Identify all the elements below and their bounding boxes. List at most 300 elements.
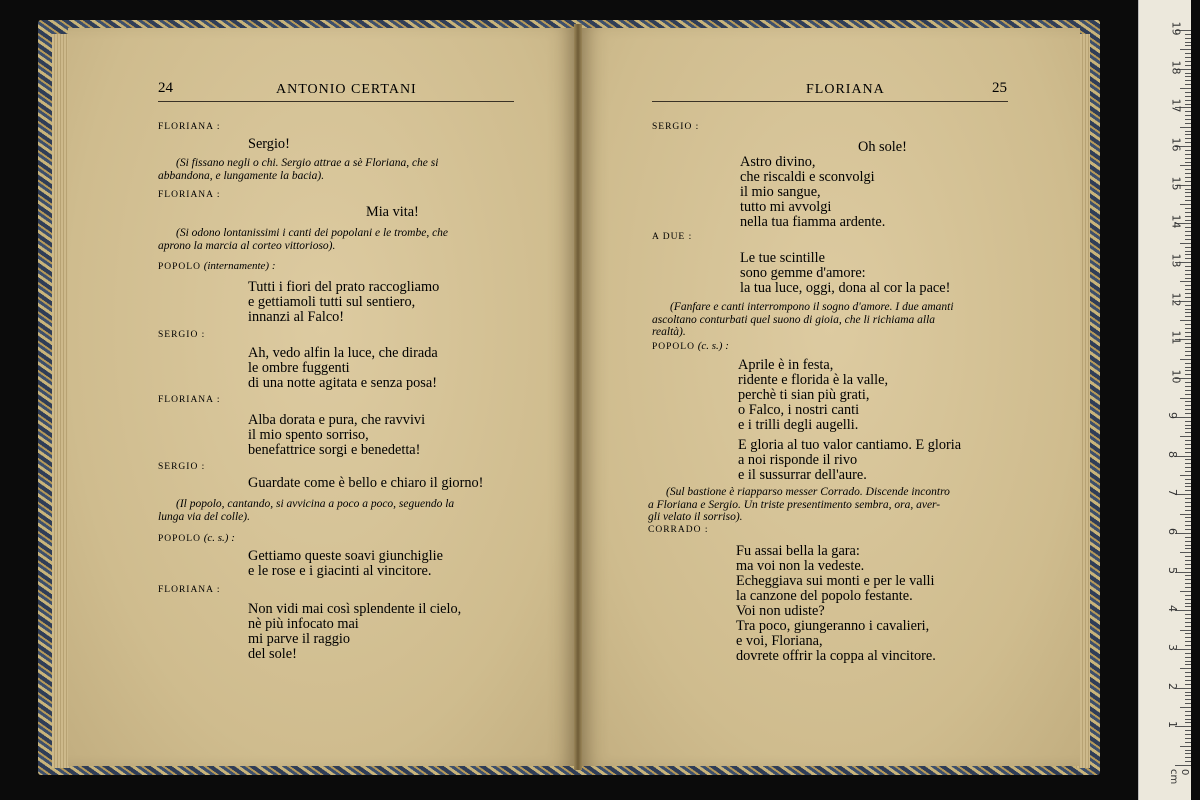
ruler-tick [1185, 695, 1191, 696]
verse-line: e voi, Floriana, [736, 633, 823, 649]
ruler-number: 11 [1169, 330, 1183, 345]
ruler-tick [1185, 258, 1191, 259]
ruler-number: 12 [1169, 292, 1183, 307]
ruler-tick [1185, 463, 1191, 464]
ruler-tick [1185, 428, 1191, 429]
verse-line: Astro divino, [740, 154, 816, 170]
ruler-tick [1185, 227, 1191, 228]
ruler-number: 15 [1169, 176, 1183, 191]
ruler-tick [1185, 285, 1191, 286]
ruler-tick [1185, 111, 1191, 112]
ruler-tick [1185, 692, 1191, 693]
ruler-tick [1185, 753, 1191, 754]
verse-line: a noi risponde il rivo [738, 452, 858, 468]
speaker-label [648, 525, 708, 535]
ruler-tick [1185, 730, 1191, 731]
ruler-tick [1185, 583, 1191, 584]
ruler-tick [1185, 541, 1191, 542]
ruler-tick [1185, 278, 1191, 279]
verse-line: le ombre fuggenti [248, 360, 350, 376]
verse-line: Non vidi mai così splendente il cielo, [248, 601, 462, 617]
ruler-tick [1185, 177, 1191, 178]
speaker-name: FLORIANA : [158, 122, 221, 132]
ruler-tick [1185, 568, 1191, 569]
ruler-tick [1185, 413, 1191, 414]
ruler-tick [1180, 88, 1191, 89]
speaker-name: CORRADO : [648, 525, 709, 535]
ruler-tick [1185, 479, 1191, 480]
ruler-tick [1185, 664, 1191, 665]
ruler-number: 4 [1166, 605, 1179, 613]
verse-line: dovrete offrir la coppa al vincitore. [736, 648, 936, 664]
ruler-tick [1185, 235, 1191, 236]
ruler-tick [1185, 200, 1191, 201]
ruler-tick [1185, 324, 1191, 325]
ruler-tick [1180, 127, 1191, 128]
book-gutter [574, 24, 582, 770]
verse-lines [738, 438, 961, 483]
ruler-tick [1185, 626, 1191, 627]
verse-line: che riscaldi e sconvolgi [740, 169, 875, 185]
verse-line: Aprile è in festa, [738, 357, 834, 373]
ruler-tick [1185, 239, 1191, 240]
stage-direction [158, 157, 514, 182]
direction-line: ascoltano conturbati quel suono di gioia, che li richiama alla [652, 313, 936, 326]
ruler-tick [1185, 595, 1191, 596]
verse-line: la tua luce, oggi, dona al cor la pace! [740, 280, 951, 296]
verse-line: sono gemme d'amore: [740, 265, 866, 281]
ruler-tick [1185, 293, 1191, 294]
speaker-label [158, 122, 221, 132]
ruler-tick [1185, 309, 1191, 310]
speaker-name: SERGIO : [652, 122, 700, 132]
ruler-tick [1185, 703, 1191, 704]
speaker-name: POPOLO [158, 262, 201, 272]
ruler-tick [1185, 761, 1191, 762]
ruler-tick [1185, 742, 1191, 743]
ruler-tick [1185, 328, 1191, 329]
ruler-tick [1185, 409, 1191, 410]
left-page-number: 24 [158, 80, 173, 96]
speaker-label [158, 585, 221, 595]
verse-line: del sole! [248, 646, 297, 662]
ruler-tick [1185, 734, 1191, 735]
ruler-tick [1180, 398, 1191, 399]
ruler-tick [1185, 537, 1191, 538]
stage-direction [158, 227, 514, 252]
direction-line: a Floriana e Sergio. Un triste presentimento sembra, ora, aver- [648, 498, 941, 511]
ruler-number: 7 [1166, 489, 1179, 497]
ruler-tick [1185, 355, 1191, 356]
ruler-tick [1185, 266, 1191, 267]
ruler-tick [1185, 633, 1191, 634]
ruler-tick [1185, 382, 1191, 383]
ruler-tick [1185, 722, 1191, 723]
direction-line: (Si fissano negli o chi. Sergio attrae a sè Floriana, che si [176, 157, 439, 169]
ruler-number: 8 [1166, 450, 1179, 458]
ruler-tick [1185, 564, 1191, 565]
ruler-number: 1 [1166, 721, 1179, 729]
direction-line: abbandona, e lungamente la bacia). [158, 169, 325, 182]
ruler-tick [1185, 618, 1191, 619]
ruler-tick [1185, 231, 1191, 232]
ruler-tick [1185, 467, 1191, 468]
verse-line: E gloria al tuo valor cantiamo. E gloria [738, 437, 962, 453]
ruler-tick [1180, 475, 1191, 476]
verse-line: Ah, vedo alfin la luce, che dirada [248, 345, 438, 361]
ruler-tick [1185, 645, 1191, 646]
ruler-tick [1185, 220, 1191, 221]
ruler-tick [1185, 96, 1191, 97]
ruler-tick [1185, 471, 1191, 472]
verse-line: di una notte agitata e senza posa! [248, 375, 437, 391]
ruler-tick [1180, 514, 1191, 515]
speaker-direction: (c. s.) : [200, 532, 235, 544]
ruler-tick [1185, 432, 1191, 433]
ruler-tick [1185, 738, 1191, 739]
ruler-tick [1185, 684, 1191, 685]
ruler-number: 13 [1169, 253, 1183, 268]
ruler-tick [1185, 521, 1191, 522]
direction-line: aprono la marcia al corteo vittorioso). [158, 239, 336, 252]
ruler-tick [1185, 587, 1191, 588]
ruler-tick [1185, 657, 1191, 658]
verse-line: e i trilli degli augelli. [738, 417, 859, 433]
speaker-direction: (internamente) : [200, 260, 276, 272]
ruler-tick [1185, 181, 1191, 182]
ruler-tick [1185, 510, 1191, 511]
speaker-direction: (c. s.) : [694, 340, 729, 352]
speaker-label [158, 462, 205, 472]
ruler-tick [1185, 490, 1191, 491]
ruler-tick [1185, 440, 1191, 441]
ruler-tick [1185, 53, 1191, 54]
verse-lines [248, 476, 483, 491]
ruler-tick [1185, 517, 1191, 518]
ruler-tick [1180, 320, 1191, 321]
right-header-rule [652, 101, 1008, 102]
ruler-tick [1185, 560, 1191, 561]
ruler-tick [1185, 100, 1191, 101]
ruler-tick [1185, 525, 1191, 526]
verse-line: e gettiamoli tutti sul sentiero, [248, 294, 416, 310]
verse-line: nè più infocato mai [248, 616, 359, 632]
verse-line: Alba dorata e pura, che ravvivi [248, 412, 426, 428]
direction-line: (Fanfare e canti interrompono il sogno d'amore. I due amanti [670, 301, 954, 313]
ruler-tick [1185, 115, 1191, 116]
speaker-label [652, 122, 699, 132]
ruler-tick [1185, 316, 1191, 317]
ruler-tick [1185, 641, 1191, 642]
direction-line: (Il popolo, cantando, si avvicina a poco a poco, seguendo la [176, 498, 455, 510]
ruler-tick [1185, 390, 1191, 391]
ruler-tick [1185, 603, 1191, 604]
verse-lines [248, 602, 461, 662]
ruler-tick [1185, 123, 1191, 124]
ruler-tick [1185, 506, 1191, 507]
direction-line: lunga via del colle). [158, 510, 250, 523]
verse-line: Le tue scintille [740, 250, 825, 266]
verse-lines [740, 251, 950, 296]
ruler-tick [1180, 49, 1191, 50]
right-running-head: FLORIANA [806, 82, 885, 97]
ruler-tick [1185, 57, 1191, 58]
ruler-tick [1180, 359, 1191, 360]
ruler-tick [1185, 251, 1191, 252]
ruler-number: 10 [1169, 369, 1183, 384]
ruler-tick [1185, 150, 1191, 151]
ruler-tick [1185, 169, 1191, 170]
speaker-name: POPOLO [652, 342, 695, 352]
ruler-tick [1185, 711, 1191, 712]
verse-lines [740, 155, 885, 230]
ruler-number: 17 [1169, 98, 1183, 113]
verse-lines [248, 549, 443, 579]
speaker-name: SERGIO : [158, 462, 206, 472]
ruler-tick [1185, 614, 1191, 615]
ruler-tick [1180, 165, 1191, 166]
ruler-tick [1185, 405, 1191, 406]
verse-line: e le rose e i giacinti al vincitore. [248, 563, 432, 579]
verse-line: perchè ti sian più grati, [738, 387, 870, 403]
ruler-tick [1185, 347, 1191, 348]
ruler-number: 6 [1166, 527, 1179, 535]
ruler-tick [1185, 556, 1191, 557]
ruler-tick [1185, 599, 1191, 600]
speaker-name: FLORIANA : [158, 585, 221, 595]
verse-line: Tra poco, giungeranno i cavalieri, [736, 618, 930, 634]
ruler-tick [1185, 502, 1191, 503]
verse-line: mi parve il raggio [248, 631, 351, 647]
verse-line: tutto mi avvolgi [740, 199, 832, 215]
stage-direction [652, 301, 1004, 339]
speaker-name: POPOLO [158, 534, 201, 544]
ruler-number: 16 [1169, 137, 1183, 152]
ruler-tick [1185, 134, 1191, 135]
verse-lines [738, 358, 888, 433]
ruler-tick [1185, 719, 1191, 720]
ruler-tick [1185, 676, 1191, 677]
ruler-tick [1185, 65, 1191, 66]
ruler-tick [1180, 668, 1191, 669]
ruler-tick [1185, 545, 1191, 546]
verse-line: innanzi al Falco! [248, 309, 345, 325]
ruler-tick [1185, 336, 1191, 337]
ruler-tick [1185, 452, 1191, 453]
direction-line: (Sul bastione è riapparso messer Corrado. Discende incontro [666, 486, 950, 498]
ruler-tick [1180, 243, 1191, 244]
ruler-tick [1185, 680, 1191, 681]
verse-line: Gettiamo queste soavi giunchiglie [248, 548, 443, 564]
ruler-tick [1185, 297, 1191, 298]
ruler-tick [1185, 208, 1191, 209]
ruler-tick [1185, 363, 1191, 364]
ruler-tick [1185, 622, 1191, 623]
verse-line: il mio sangue, [740, 184, 821, 200]
left-running-head: ANTONIO CERTANI [276, 82, 417, 97]
verse-lines [366, 205, 419, 220]
right-page-number: 25 [992, 80, 1007, 96]
ruler-tick [1185, 274, 1191, 275]
ruler-tick [1185, 750, 1191, 751]
ruler-tick [1185, 84, 1191, 85]
ruler-tick [1180, 707, 1191, 708]
verse-line: nella tua fiamma ardente. [740, 214, 886, 230]
ruler-tick [1185, 498, 1191, 499]
verse-lines [248, 413, 425, 458]
ruler-tick [1185, 312, 1191, 313]
ruler-tick [1185, 637, 1191, 638]
verse-lines [858, 140, 907, 155]
speaker-label [158, 330, 205, 340]
speaker-label [158, 395, 221, 405]
ruler-tick [1180, 281, 1191, 282]
verse-line: Guardate come è bello e chiaro il giorno! [248, 475, 484, 491]
ruler-tick [1185, 189, 1191, 190]
verse-line: Oh sole! [858, 139, 907, 155]
left-header-rule [158, 101, 514, 102]
ruler-tick [1185, 212, 1191, 213]
speaker-name: SERGIO : [158, 330, 206, 340]
ruler-number: 14 [1169, 214, 1183, 229]
ruler-tick [1185, 548, 1191, 549]
ruler-tick [1185, 386, 1191, 387]
verse-lines [248, 280, 439, 325]
ruler-tick [1185, 343, 1191, 344]
ruler-tick [1185, 173, 1191, 174]
stage-direction [648, 486, 1004, 524]
direction-line: gli velato il sorriso). [648, 511, 743, 523]
verse-line: o Falco, i nostri canti [738, 402, 860, 418]
speaker-label [652, 232, 692, 242]
ruler-tick [1185, 158, 1191, 159]
ruler-tick [1175, 765, 1191, 766]
speaker-name: FLORIANA : [158, 395, 221, 405]
ruler-tick [1185, 131, 1191, 132]
ruler-number: 3 [1166, 643, 1179, 651]
ruler-tick [1185, 394, 1191, 395]
ruler-tick [1185, 351, 1191, 352]
verse-line: Mia vita! [366, 204, 419, 220]
ruler-tick [1185, 196, 1191, 197]
speaker-label [158, 190, 221, 200]
measuring-ruler [1138, 0, 1191, 800]
verse-line: e il sussurrar dell'aure. [738, 467, 867, 483]
ruler-tick [1185, 699, 1191, 700]
verse-line: Sergio! [248, 136, 290, 152]
ruler-tick [1185, 92, 1191, 93]
ruler-number: 9 [1166, 411, 1179, 419]
ruler-tick [1185, 192, 1191, 193]
verse-line: benefattrice sorgi e benedetta! [248, 442, 421, 458]
ruler-tick [1185, 483, 1191, 484]
verse-line: ma voi non la vedeste. [736, 558, 865, 574]
ruler-tick [1185, 374, 1191, 375]
ruler-tick [1185, 154, 1191, 155]
ruler-tick [1185, 42, 1191, 43]
speaker-label [158, 532, 235, 544]
ruler-tick [1185, 421, 1191, 422]
ruler-tick [1185, 289, 1191, 290]
ruler-tick [1185, 425, 1191, 426]
ruler-tick [1185, 80, 1191, 81]
ruler-tick [1185, 661, 1191, 662]
verse-line: Voi non udiste? [736, 603, 825, 619]
ruler-tick [1185, 401, 1191, 402]
stage-direction [158, 498, 514, 523]
ruler-tick [1185, 757, 1191, 758]
ruler-tick [1180, 746, 1191, 747]
direction-line: (Si odono lontanissimi i canti dei popolani e le trombe, che [176, 227, 449, 239]
ruler-tick [1180, 552, 1191, 553]
speaker-name: FLORIANA : [158, 190, 221, 200]
ruler-tick [1185, 34, 1191, 35]
ruler-tick [1185, 38, 1191, 39]
ruler-number: 18 [1169, 60, 1183, 75]
speaker-label [158, 260, 275, 272]
ruler-tick [1185, 715, 1191, 716]
ruler-tick [1185, 76, 1191, 77]
ruler-tick [1180, 630, 1191, 631]
ruler-tick [1185, 575, 1191, 576]
ruler-tick [1185, 138, 1191, 139]
ruler-tick [1185, 119, 1191, 120]
ruler-tick [1185, 247, 1191, 248]
direction-line: realtà). [652, 326, 686, 338]
ruler-tick [1185, 672, 1191, 673]
ruler-tick [1185, 579, 1191, 580]
speaker-label [652, 340, 729, 352]
ruler-tick [1185, 606, 1191, 607]
ruler-tick [1185, 162, 1191, 163]
verse-line: Tutti i fiori del prato raccogliamo [248, 279, 440, 295]
ruler-tick [1185, 370, 1191, 371]
ruler-tick [1185, 444, 1191, 445]
ruler-tick [1180, 436, 1191, 437]
ruler-tick [1185, 270, 1191, 271]
ruler-tick [1185, 486, 1191, 487]
ruler-tick [1180, 204, 1191, 205]
verse-line: Echeggiava sui monti e per le valli [736, 573, 935, 589]
ruler-tick [1180, 591, 1191, 592]
speaker-name: A DUE : [652, 232, 693, 242]
ruler-tick [1185, 653, 1191, 654]
ruler-number: 2 [1166, 682, 1179, 690]
ruler-tick [1185, 142, 1191, 143]
ruler-tick [1185, 332, 1191, 333]
verse-line: ridente e florida è la valle, [738, 372, 889, 388]
verse-lines [248, 137, 290, 152]
ruler-tick [1185, 61, 1191, 62]
ruler-tick [1185, 73, 1191, 74]
ruler-tick [1185, 45, 1191, 46]
verse-lines [736, 544, 936, 664]
ruler-number: 19 [1169, 21, 1183, 36]
ruler-tick [1185, 459, 1191, 460]
ruler-tick [1185, 367, 1191, 368]
ruler-tick [1185, 216, 1191, 217]
verse-line: Fu assai bella la gara: [736, 543, 860, 559]
ruler-tick [1185, 448, 1191, 449]
ruler-tick [1185, 104, 1191, 105]
ruler-tick [1185, 254, 1191, 255]
ruler-unit-label: 0 cm [1168, 769, 1190, 785]
verse-lines [248, 346, 438, 391]
verse-line: il mio spento sorriso, [248, 427, 369, 443]
ruler-tick [1185, 529, 1191, 530]
ruler-number: 5 [1166, 566, 1179, 574]
ruler-tick [1185, 305, 1191, 306]
